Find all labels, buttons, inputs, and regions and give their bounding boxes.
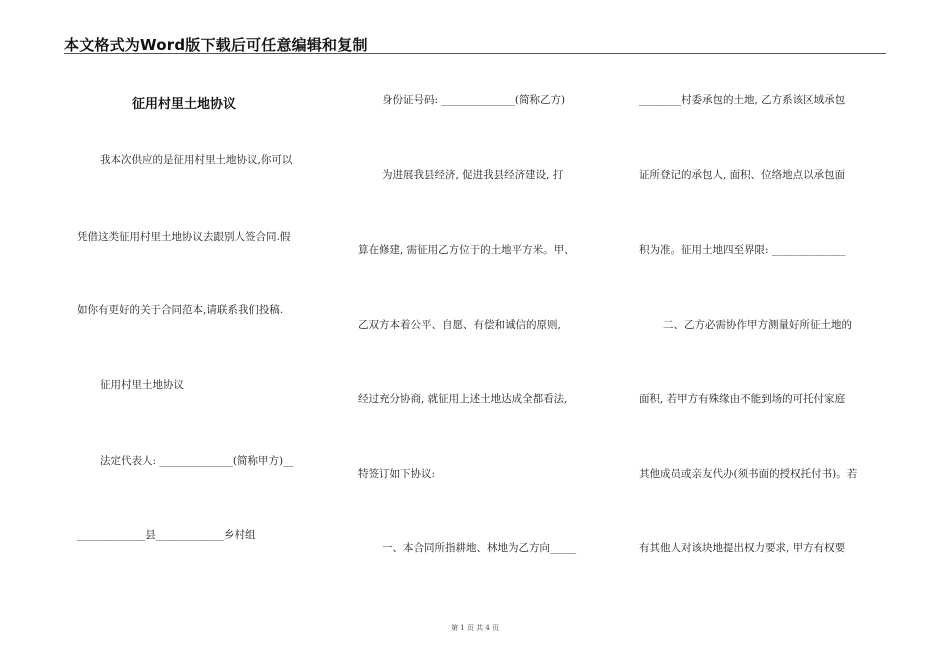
- column-1-line: 我本次供应的是征用村里土地协议,你可以: [100, 154, 293, 166]
- column-2-line: 算在修建, 需征用乙方位于的土地平方米。甲、: [358, 244, 575, 256]
- column-3-line: 其他成员或亲友代办(须书面的授权托付书)。若: [639, 468, 858, 480]
- column-3-line: 证所登记的承包人, 面积、位络地点以承包面: [639, 169, 846, 181]
- column-3-line: 积为准。征用土地四至界限: ______________: [639, 244, 846, 256]
- column-2-line: 特签订如下协议:: [358, 468, 436, 480]
- column-1-line: 如你有更好的关于合同范本,请联系我们投稿.: [77, 304, 284, 316]
- column-1-line: _____________县_____________乡村组: [77, 529, 256, 541]
- header-divider: [64, 53, 886, 54]
- page-number: 第 1 页 共 4 页: [450, 624, 500, 632]
- column-3-line: 有其他人对该块地提出权力要求, 甲方有权要: [639, 542, 846, 554]
- column-2-line: 为进展我县经济, 促进我县经济建设, 打: [382, 169, 564, 181]
- column-1-line: 凭借这类征用村里土地协议去跟别人签合同.假: [77, 231, 291, 243]
- column-1-line: 法定代表人: ______________(简称甲方)__: [100, 455, 294, 467]
- document-title: 征用村里土地协议: [132, 97, 237, 112]
- column-2-line: 一、本合同所指耕地、林地为乙方向_____: [382, 542, 577, 554]
- column-3-line: 面积, 若甲方有殊缘由不能到场的可托付家庭: [639, 393, 846, 405]
- column-2-line: 乙双方本着公平、自愿、有偿和诚信的原则,: [358, 319, 561, 331]
- column-3-line: 二、乙方必需协作甲方测量好所征土地的: [663, 319, 852, 331]
- column-3-line: ________村委承包的土地, 乙方系该区域承包: [639, 94, 846, 106]
- column-2-line: 身份证号码: ______________(简称乙方): [382, 94, 566, 106]
- column-1-line: 征用村里土地协议: [100, 379, 184, 391]
- page-header-title: 本文格式为Word版下载后可任意编辑和复制: [64, 36, 368, 54]
- column-2-line: 经过充分协商, 就征用上述土地达成全都看法,: [358, 393, 568, 405]
